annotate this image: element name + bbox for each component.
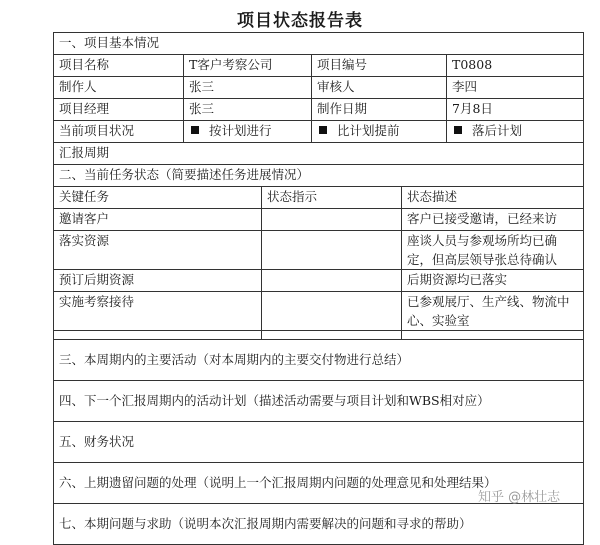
author-value: 张三 bbox=[184, 77, 312, 99]
section3-heading: 三、本周期内的主要活动（对本周期内的主要交付物进行总结） bbox=[54, 340, 584, 381]
column-header-key-task: 关键任务 bbox=[54, 187, 262, 209]
project-status-row bbox=[54, 121, 584, 143]
task-description: 已参观展厅、生产线、物流中心、实验室 bbox=[402, 292, 584, 331]
task-indicator bbox=[262, 231, 402, 270]
reviewer-label: 审核人 bbox=[312, 77, 447, 99]
section6-heading: 六、上期遗留问题的处理（说明上一个汇报周期内问题的处理意见和处理结果） bbox=[54, 463, 584, 504]
checkbox-square-icon bbox=[319, 126, 327, 134]
section5-heading: 五、财务状况 bbox=[54, 422, 584, 463]
report-period-row bbox=[54, 143, 584, 165]
task-indicator bbox=[262, 292, 402, 331]
section1-heading: 一、项目基本情况 bbox=[54, 33, 584, 55]
section4-heading: 四、下一个汇报周期内的活动计划（描述活动需要与项目计划和WBS相对应） bbox=[54, 381, 584, 422]
section7-row bbox=[54, 504, 584, 545]
status-option-label: 按计划进行 bbox=[209, 123, 272, 138]
status-option-on-schedule[interactable] bbox=[184, 121, 312, 143]
project-manager-value: 张三 bbox=[184, 99, 312, 121]
task-row bbox=[54, 292, 584, 331]
report-period-label: 汇报周期 bbox=[54, 143, 584, 165]
task-description: 客户已接受邀请，已经来访 bbox=[402, 209, 584, 231]
task-name: 落实资源 bbox=[54, 231, 262, 270]
status-option-ahead[interactable] bbox=[312, 121, 447, 143]
report-title: 项目状态报告表 bbox=[237, 11, 363, 31]
status-option-label: 落后计划 bbox=[472, 123, 523, 138]
project-number-value: T0808 bbox=[447, 55, 584, 77]
section1-header-row bbox=[54, 33, 584, 55]
reviewer-value: 李四 bbox=[447, 77, 584, 99]
checkbox-square-icon bbox=[454, 126, 462, 134]
section2-header-row bbox=[54, 165, 584, 187]
task-indicator bbox=[262, 209, 402, 231]
info-row bbox=[54, 77, 584, 99]
column-header-status-description: 状态描述 bbox=[402, 187, 584, 209]
section4-row bbox=[54, 381, 584, 422]
project-name-value: T客户考察公司 bbox=[184, 55, 312, 77]
info-row bbox=[54, 55, 584, 77]
creation-date-value: 7月8日 bbox=[447, 99, 584, 121]
task-name: 实施考察接待 bbox=[54, 292, 262, 331]
task-description: 后期资源均已落实 bbox=[402, 270, 584, 292]
section5-row bbox=[54, 422, 584, 463]
section7-heading: 七、本期问题与求助（说明本次汇报周期内需要解决的问题和寻求的帮助） bbox=[54, 504, 584, 545]
spacer-row bbox=[54, 331, 584, 340]
task-indicator bbox=[262, 270, 402, 292]
checkbox-square-icon bbox=[191, 126, 199, 134]
creation-date-label: 制作日期 bbox=[312, 99, 447, 121]
project-manager-label: 项目经理 bbox=[54, 99, 184, 121]
project-name-label: 项目名称 bbox=[54, 55, 184, 77]
status-option-behind[interactable] bbox=[447, 121, 584, 143]
task-row bbox=[54, 231, 584, 270]
watermark: 知乎 @林壮志 bbox=[478, 490, 561, 505]
task-description: 座谈人员与参观场所均已确定，但高层领导张总待确认 bbox=[402, 231, 584, 270]
task-row bbox=[54, 270, 584, 292]
author-label: 制作人 bbox=[54, 77, 184, 99]
info-row bbox=[54, 99, 584, 121]
task-name: 预订后期资源 bbox=[54, 270, 262, 292]
project-number-label: 项目编号 bbox=[312, 55, 447, 77]
task-row bbox=[54, 209, 584, 231]
section3-row bbox=[54, 340, 584, 381]
task-header-row bbox=[54, 187, 584, 209]
status-option-label: 比计划提前 bbox=[337, 123, 400, 138]
project-status-label: 当前项目状况 bbox=[54, 121, 184, 143]
task-name: 邀请客户 bbox=[54, 209, 262, 231]
section2-heading: 二、当前任务状态（简要描述任务进展情况） bbox=[54, 165, 584, 187]
column-header-status-indicator: 状态指示 bbox=[262, 187, 402, 209]
status-report-table bbox=[53, 32, 584, 545]
